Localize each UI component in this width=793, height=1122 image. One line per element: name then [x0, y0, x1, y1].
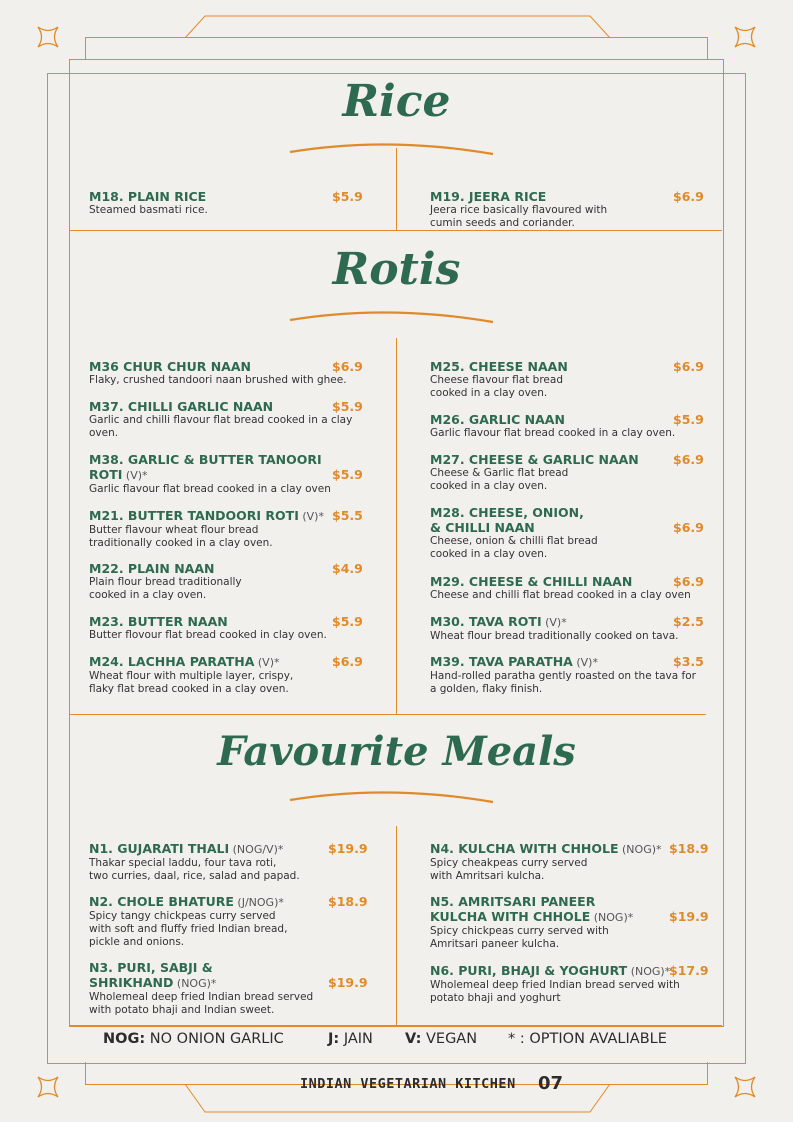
item-name-line: M18. PLAIN RICE — [89, 189, 207, 204]
menu-item — [430, 894, 709, 951]
menu-item — [89, 399, 372, 440]
item-price: $6.9 — [332, 359, 363, 374]
item-name-line: ROTI — [89, 467, 123, 482]
item-description: Wholemeal deep fried Indian bread served with potato bhaji and Indian sweet. — [89, 991, 314, 1016]
brand-name: INDIAN VEGETARIAN KITCHEN — [300, 1076, 516, 1092]
item-name-line: M37. CHILLI GARLIC NAAN — [89, 399, 274, 414]
item-tag: (V)* — [122, 469, 148, 482]
item-price: $5.9 — [332, 189, 363, 204]
item-description: Garlic and chilli flavour flat bread cooked in a clay oven. — [89, 414, 353, 439]
item-name — [89, 508, 372, 524]
legend-divider — [69, 1025, 722, 1026]
item-name — [430, 452, 713, 467]
item-name — [430, 505, 713, 535]
item-price: $5.9 — [332, 467, 363, 482]
menu-item — [89, 654, 372, 696]
menu-item — [89, 841, 368, 883]
legend-vegan: V: VEGAN — [405, 1031, 478, 1047]
item-name — [89, 399, 372, 414]
item-description: Thakar special laddu, four tava roti, two curries, daal, rice, salad and papad. — [89, 857, 300, 882]
menu-item — [89, 894, 368, 949]
corner-ornament-br — [734, 1076, 756, 1098]
item-tag: (NOG)* — [618, 843, 662, 856]
column-divider-rotis — [396, 338, 397, 714]
item-name — [89, 359, 372, 374]
item-price: $17.9 — [669, 963, 709, 978]
menu-item — [89, 614, 372, 642]
item-description: Wholemeal deep fried Indian bread served with potato bhaji and yoghurt — [430, 979, 680, 1004]
item-name — [89, 561, 372, 576]
item-name — [430, 654, 713, 670]
item-name — [89, 654, 372, 670]
item-tag: (V)* — [298, 510, 324, 523]
menu-item — [430, 505, 713, 561]
item-name-line: M19. JEERA RICE — [430, 189, 547, 204]
item-name-line: N5. AMRITSARI PANEER — [430, 894, 596, 909]
item-price: $6.9 — [673, 520, 704, 535]
item-tag: (NOG)* — [173, 977, 217, 990]
item-price: $5.9 — [332, 614, 363, 629]
item-tag: (V)* — [572, 656, 598, 669]
section-title-meals: Favourite Meals — [217, 728, 576, 775]
item-name — [89, 841, 368, 857]
menu-item — [89, 960, 368, 1017]
item-name-line: M21. BUTTER TANDOORI ROTI — [89, 508, 299, 523]
item-price: $19.9 — [328, 975, 368, 990]
item-name — [430, 963, 709, 979]
item-description: Jeera rice basically flavoured with cumin seeds and coriander. — [430, 204, 608, 229]
item-name-line: SHRIKHAND — [89, 975, 174, 990]
item-name-line: & CHILLI NAAN — [430, 520, 535, 535]
item-description: Spicy chickpeas curry served with Amritsari paneer kulcha. — [430, 925, 609, 950]
divider-rice-rotis — [69, 230, 722, 231]
item-name-line: M26. GARLIC NAAN — [430, 412, 565, 427]
item-description: Butter flavour wheat flour bread traditionally cooked in a clay oven. — [89, 524, 273, 549]
item-description: Wheat flour bread traditionally cooked on tava. — [430, 630, 679, 642]
menu-item — [430, 452, 713, 493]
item-price: $6.9 — [332, 654, 363, 669]
item-price: $18.9 — [669, 841, 709, 856]
item-name — [89, 960, 368, 991]
item-price: $6.9 — [673, 574, 704, 589]
item-description: Spicy tangy chickpeas curry served with soft and fluffy fried Indian bread, pickle and onions. — [89, 910, 288, 948]
item-name — [89, 894, 368, 910]
item-price: $6.9 — [673, 452, 704, 467]
item-name-line: M27. CHEESE & GARLIC NAAN — [430, 452, 639, 467]
top-frame — [85, 37, 708, 60]
page-number: 07 — [538, 1073, 564, 1094]
column-divider-rice — [396, 148, 397, 230]
item-description: Cheese, onion & chilli flat bread cooked in a clay oven. — [430, 535, 598, 560]
item-tag: (V)* — [254, 656, 280, 669]
item-name — [430, 841, 709, 857]
item-name-line: M23. BUTTER NAAN — [89, 614, 228, 629]
item-price: $5.9 — [673, 412, 704, 427]
menu-item — [89, 359, 372, 387]
item-description: Garlic flavour flat bread cooked in a clay oven. — [430, 427, 676, 439]
corner-ornament-tl — [37, 26, 59, 48]
item-name-line: M28. CHEESE, ONION, — [430, 505, 584, 520]
menu-item — [89, 561, 372, 602]
corner-ornament-tr — [734, 26, 756, 48]
menu-item — [89, 508, 372, 550]
section-title-rice: Rice — [342, 76, 451, 127]
item-price: $19.9 — [669, 909, 709, 924]
item-price: $5.9 — [332, 399, 363, 414]
item-name-line: M38. GARLIC & BUTTER TANOORI — [89, 452, 322, 467]
item-description: Spicy cheakpeas curry served with Amritsari kulcha. — [430, 857, 588, 882]
menu-item — [430, 574, 713, 602]
title-swoosh — [288, 138, 498, 156]
menu-item — [89, 189, 372, 217]
item-description: Cheese & Garlic flat bread cooked in a clay oven. — [430, 467, 569, 492]
item-name — [430, 359, 713, 374]
item-name — [430, 412, 713, 427]
item-price: $6.9 — [673, 359, 704, 374]
item-name-line: N4. KULCHA WITH CHHOLE — [430, 841, 619, 856]
legend-nog: NOG: NO ONION GARLIC — [103, 1031, 284, 1047]
item-description: Steamed basmati rice. — [89, 204, 208, 216]
item-name-line: N2. CHOLE BHATURE — [89, 894, 234, 909]
menu-item — [430, 614, 713, 643]
divider-rotis-meals — [69, 714, 706, 715]
item-name-line: N6. PURI, BHAJI & YOGHURT — [430, 963, 628, 978]
title-swoosh — [288, 786, 498, 804]
column-divider-meals — [396, 826, 397, 1025]
item-name-line: N3. PURI, SABJI & — [89, 960, 213, 975]
item-price: $3.5 — [673, 654, 704, 669]
item-name — [430, 574, 713, 589]
title-swoosh — [288, 306, 498, 324]
item-name — [89, 189, 372, 204]
menu-item — [430, 654, 713, 696]
item-description: Butter flovour flat bread cooked in clay oven. — [89, 629, 327, 641]
item-name — [430, 894, 709, 925]
menu-item — [430, 189, 713, 230]
item-description: Wheat flour with multiple layer, crispy, flaky flat bread cooked in a clay oven. — [89, 670, 294, 695]
item-price: $5.5 — [332, 508, 363, 523]
item-name-line: N1. GUJARATI THALI — [89, 841, 230, 856]
item-tag: (NOG)* — [627, 965, 671, 978]
section-title-rotis: Rotis — [332, 244, 461, 295]
item-description: Cheese and chilli flat bread cooked in a clay oven — [430, 589, 691, 601]
item-name-line: M22. PLAIN NAAN — [89, 561, 215, 576]
item-price: $18.9 — [328, 894, 368, 909]
menu-item — [89, 452, 372, 496]
item-name — [430, 614, 713, 630]
top-tab — [180, 14, 615, 38]
menu-item — [430, 841, 709, 883]
item-description: Cheese flavour flat bread cooked in a clay oven. — [430, 374, 563, 399]
item-name-line: KULCHA WITH CHHOLE — [430, 909, 591, 924]
item-tag: (J/NOG)* — [233, 896, 284, 909]
legend-jain: J: JAIN — [328, 1031, 373, 1047]
item-description: Plain flour bread traditionally cooked in a clay oven. — [89, 576, 242, 601]
item-description: Hand-rolled paratha gently roasted on the tava for a golden, flaky finish. — [430, 670, 696, 695]
menu-item — [430, 359, 713, 400]
menu-item — [430, 963, 709, 1005]
item-name — [430, 189, 713, 204]
item-name-line: M30. TAVA ROTI — [430, 614, 542, 629]
item-tag: (NOG)* — [590, 911, 634, 924]
legend-option: * : OPTION AVALIABLE — [508, 1031, 667, 1047]
item-name-line: M24. LACHHA PARATHA — [89, 654, 255, 669]
item-name-line: M29. CHEESE & CHILLI NAAN — [430, 574, 633, 589]
item-description: Garlic flavour flat bread cooked in a clay oven — [89, 483, 331, 495]
item-price: $2.5 — [673, 614, 704, 629]
item-name-line: M36 CHUR CHUR NAAN — [89, 359, 251, 374]
item-name — [89, 614, 372, 629]
item-price: $6.9 — [673, 189, 704, 204]
item-price: $4.9 — [332, 561, 363, 576]
item-name — [89, 452, 372, 483]
item-price: $19.9 — [328, 841, 368, 856]
item-description: Flaky, crushed tandoori naan brushed with ghee. — [89, 374, 347, 386]
item-tag: (V)* — [541, 616, 567, 629]
item-tag: (NOG/V)* — [229, 843, 284, 856]
corner-ornament-bl — [37, 1076, 59, 1098]
item-name-line: M39. TAVA PARATHA — [430, 654, 573, 669]
item-name-line: M25. CHEESE NAAN — [430, 359, 568, 374]
menu-item — [430, 412, 713, 440]
